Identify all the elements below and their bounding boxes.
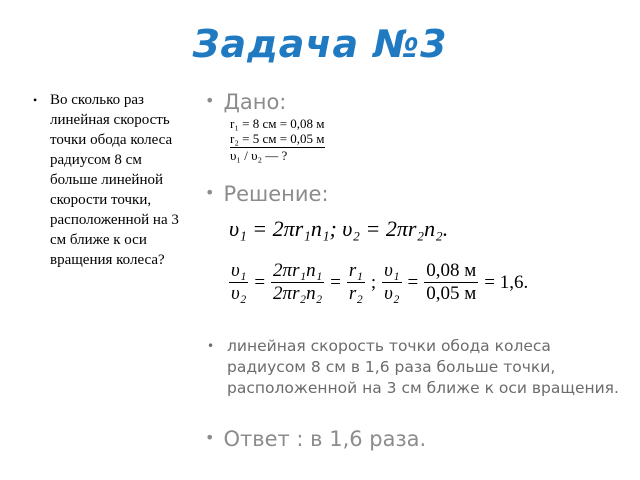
fraction-numerator: 0,08 м xyxy=(426,260,477,281)
fraction-numerator: υ₁ xyxy=(231,260,247,281)
conclusion-text: линейная скорость точки обода колеса радиусом 8 см в 1,6 раза больше точки, расположенной на 3 см ближе к оси вращения. xyxy=(227,337,619,397)
result-value: = 1,6. xyxy=(484,271,529,293)
fraction-denominator: 2πr₂n₂ xyxy=(273,283,323,304)
fraction-v1-v2 xyxy=(229,260,248,305)
conclusion-note xyxy=(205,336,625,399)
given-row-1: r₁ = 8 см = 0,08 м xyxy=(230,116,325,131)
fraction-numerator: 2πr₁n₁ xyxy=(273,260,323,281)
velocity-formulas: υ₁ = 2πr₁n₁; υ₂ = 2πr₂n₂. xyxy=(229,216,449,241)
separator: ; xyxy=(370,271,377,293)
fraction-numerator: r₁ xyxy=(348,260,363,281)
given-row-3: υ₁ / υ₂ — ? xyxy=(230,148,288,163)
fraction-denominator: υ₂ xyxy=(384,283,400,304)
question-text: Во сколько раз линейная скорость точки обода колеса радиусом 8 см больше линейной скорости точки, расположенной на 3 см ближе к оси вращения колеса? xyxy=(50,92,179,268)
given-label: Дано: xyxy=(223,90,287,114)
fraction-r1-r2 xyxy=(347,260,365,305)
ratio-formula xyxy=(229,260,534,305)
slide-title: Задача №3 xyxy=(192,22,448,66)
bullet-icon: • xyxy=(205,91,215,110)
answer-text: Ответ : в 1,6 раза. xyxy=(223,427,427,451)
fraction-numerator: υ₁ xyxy=(384,260,400,281)
fraction-2pi-r-n xyxy=(271,260,324,305)
fraction-v1-v2-second xyxy=(382,260,401,305)
fraction-denominator: r₂ xyxy=(348,283,363,304)
bullet-icon: • xyxy=(207,339,215,353)
given-row-2: r₂ = 5 см = 0,05 м xyxy=(230,131,325,146)
given-block xyxy=(230,116,325,163)
fraction-denominator: υ₂ xyxy=(231,283,247,304)
bullet-icon: • xyxy=(33,93,38,107)
equals-sign: = xyxy=(407,271,419,293)
bullet-icon: • xyxy=(205,183,215,202)
given-heading xyxy=(205,90,286,114)
answer-line xyxy=(205,427,426,451)
solution-label: Решение: xyxy=(223,182,329,206)
bullet-icon: • xyxy=(205,428,215,447)
fraction-denominator: 0,05 м xyxy=(426,283,477,304)
equals-sign: = xyxy=(254,271,266,293)
fraction-values xyxy=(424,260,478,305)
question-block xyxy=(33,90,182,270)
equals-sign: = xyxy=(330,271,341,293)
solution-heading xyxy=(205,182,329,206)
